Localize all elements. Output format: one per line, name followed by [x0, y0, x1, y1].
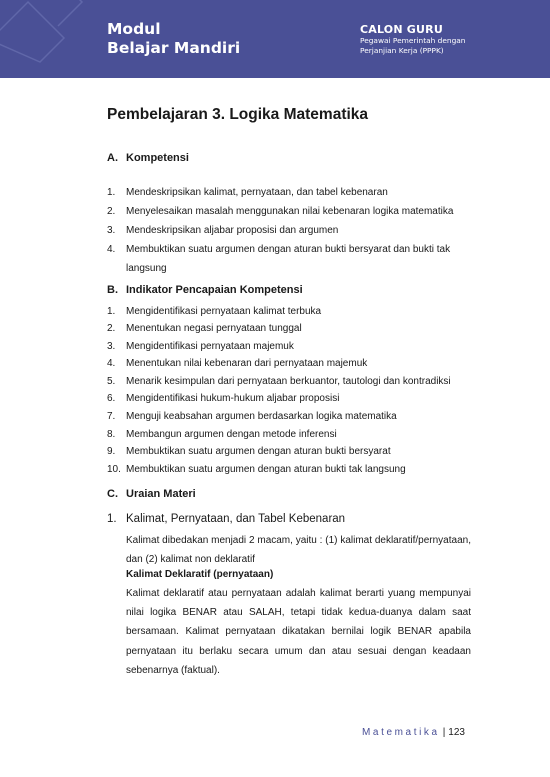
list-item-text: Menarik kesimpulan dari pernyataan berkuantor, tautologi dan kontradiksi — [126, 376, 451, 387]
list-item-number: 4. — [107, 358, 116, 369]
section-c-letter: C. — [107, 488, 118, 500]
subsection-number: 1. — [107, 513, 117, 525]
list-item — [107, 340, 294, 354]
list-item — [107, 428, 337, 442]
subsection-title: Kalimat, Pernyataan, dan Tabel Kebenaran — [126, 513, 346, 525]
section-b-letter: B. — [107, 284, 118, 296]
list-item-number: 3. — [107, 225, 116, 236]
list-item-text: Mengidentifikasi hukum-hukum aljabar proposisi — [126, 393, 340, 404]
list-item — [107, 445, 391, 459]
list-item — [107, 205, 453, 219]
list-item-number: 6. — [107, 393, 116, 404]
list-item-number: 1. — [107, 187, 116, 198]
list-item — [107, 243, 451, 274]
footer-subject: Matematika — [362, 727, 440, 738]
list-item — [107, 224, 338, 238]
section-c-title: Uraian Materi — [126, 488, 196, 500]
section-b-heading — [107, 284, 303, 296]
paragraph-kalimat: Kalimat dibedakan menjadi 2 macam, yaitu : (1) kalimat deklaratif/pernyataan, dan (2) kalimat non deklaratif — [126, 535, 471, 566]
calon-guru-title: CALON GURU — [360, 23, 443, 36]
brand-line-1: Modul — [107, 20, 161, 38]
page-footer — [362, 727, 465, 738]
list-item-number: 4. — [107, 244, 116, 255]
paragraph-deklaratif: Kalimat deklaratif atau pernyataan adalah kalimat berarti yuang mempunyai nilai logika BENAR atau SALAH, tetapi tidak kedua-duanya dalam saat bersamaan. Kalimat pernyataan dikatakan bernilai logik BENAR apabila pernyataan itu berlaku secara umum dan atau sesuai dengan keadaan sebenarnya (faktual). — [126, 588, 471, 676]
list-item-number: 2. — [107, 323, 116, 334]
bold-subheading: Kalimat Deklaratif (pernyataan) — [126, 569, 274, 580]
section-a-heading — [107, 152, 189, 164]
section-a-title: Kompetensi — [126, 152, 189, 164]
section-a-letter: A. — [107, 152, 118, 164]
list-item — [107, 392, 339, 406]
page-title: Pembelajaran 3. Logika Matematika — [107, 106, 369, 123]
list-item-number: 2. — [107, 206, 116, 217]
list-item-number: 3. — [107, 341, 116, 352]
list-item-number: 9. — [107, 446, 116, 457]
list-item-text: Membuktikan suatu argumen dengan aturan bukti tak langsung — [126, 464, 406, 475]
calon-guru-subtitle-1: Pegawai Pemerintah dengan — [360, 36, 466, 45]
subsection-heading — [107, 513, 345, 525]
footer-separator: | — [442, 727, 446, 738]
section-b-title: Indikator Pencapaian Kompetensi — [126, 284, 303, 296]
page-number: 123 — [448, 727, 465, 738]
header-decoration-icon — [0, 0, 120, 78]
list-item-text: Menentukan nilai kebenaran dari pernyataan majemuk — [126, 358, 368, 369]
list-item-number: 10. — [107, 464, 121, 475]
list-item-text: Membangun argumen dengan metode inferensi — [126, 429, 337, 440]
list-item-text: Menyelesaikan masalah menggunakan nilai kebenaran logika matematika — [126, 206, 454, 217]
list-item — [107, 463, 406, 477]
list-item — [107, 305, 321, 319]
list-item-continuation: langsung — [126, 263, 167, 274]
list-item-text: Mengidentifikasi pernyataan majemuk — [126, 341, 294, 352]
list-item-text: Mendeskripsikan kalimat, pernyataan, dan tabel kebenaran — [126, 187, 388, 198]
list-item-text: Menentukan negasi pernyataan tunggal — [126, 323, 302, 334]
list-item-number: 1. — [107, 306, 116, 317]
list-item-text: Menguji keabsahan argumen berdasarkan logika matematika — [126, 411, 397, 422]
list-item-number: 5. — [107, 376, 116, 387]
section-c-heading — [107, 488, 196, 500]
list-item-number: 8. — [107, 429, 116, 440]
list-item-text: Mendeskripsikan aljabar proposisi dan argumen — [126, 225, 339, 236]
list-item-text: Membuktikan suatu argumen dengan aturan bukti bersyarat dan bukti tak — [126, 244, 451, 255]
list-item-text: Membuktikan suatu argumen dengan aturan bukti bersyarat — [126, 446, 391, 457]
list-item — [107, 357, 367, 371]
list-item-number: 7. — [107, 411, 116, 422]
calon-guru-block — [360, 23, 466, 56]
list-item — [107, 322, 302, 336]
page-header — [0, 0, 550, 78]
list-item-text: Mengidentifikasi pernyataan kalimat terbuka — [126, 306, 322, 317]
list-item — [107, 375, 451, 389]
list-item — [107, 186, 388, 200]
calon-guru-subtitle-2: Perjanjian Kerja (PPPK) — [360, 46, 444, 55]
brand-line-2: Belajar Mandiri — [107, 39, 241, 57]
list-item — [107, 410, 397, 424]
module-brand — [107, 20, 240, 58]
